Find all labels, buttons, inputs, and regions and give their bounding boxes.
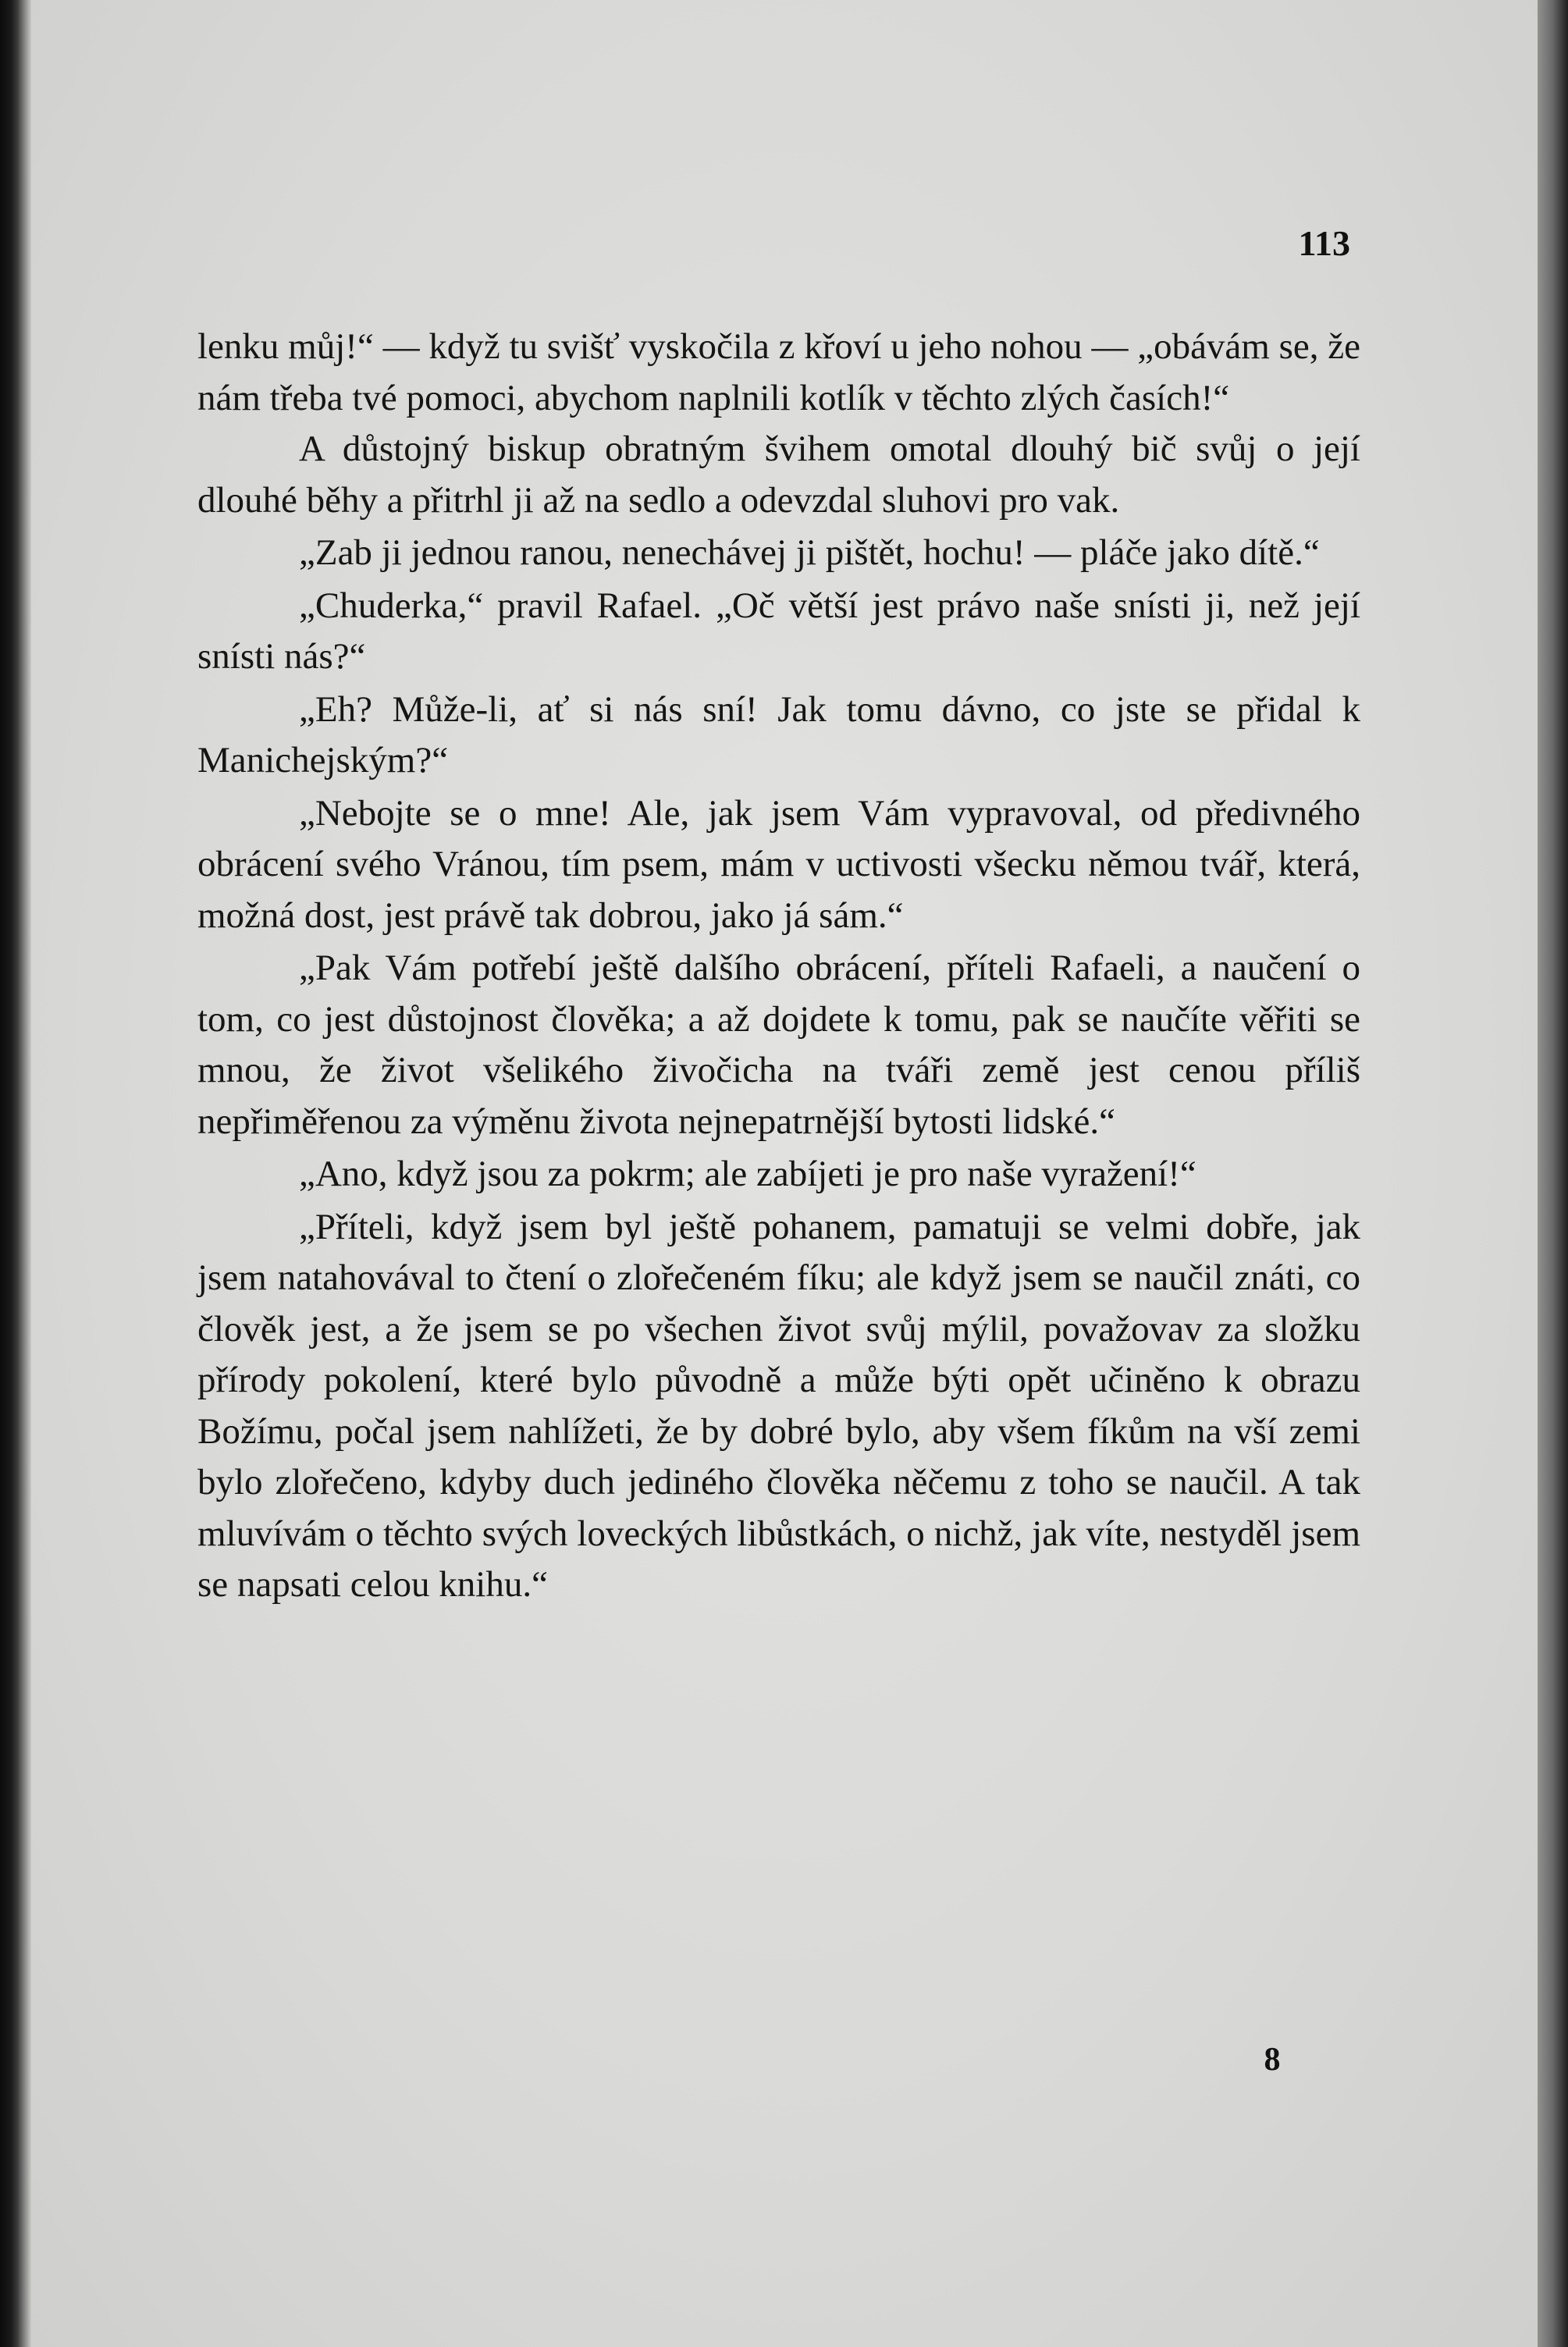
body-text <box>197 322 1360 1611</box>
paragraph: „Nebojte se o mne! Ale, jak jsem Vám vypravoval, od předivného obrácení svého Vránou, tím psem, mám v uctivosti všecku němou tvář, která, možná dost, jest právě tak dobrou, jako já sám.“ <box>197 792 1360 936</box>
book-page <box>31 0 1538 2347</box>
page-number: 113 <box>1298 223 1350 263</box>
paragraph: lenku můj!“ — když tu svišť vyskočila z křoví u jeho nohou — „obávám se, že nám třeba tvé pomoci, abychom naplnili kotlík v těchto zlých časích!“ <box>197 326 1360 418</box>
signature-mark: 8 <box>1264 2042 1281 2078</box>
paragraph: A důstojný biskup obratným švihem omotal dlouhý bič svůj o její dlouhé běhy a přitrhl ji až na sedlo a odevzdal sluhovi pro vak. <box>197 429 1360 521</box>
paragraph: „Příteli, když jsem byl ještě pohanem, pamatuji se velmi dobře, jak jsem natahovával to čtení o zlořečeném fíku; ale když jsem se naučil znáti, co člověk jest, a že jsem se po všechen život svůj mýlil, považovav za složku přírody pokolení, které bylo původně a může býti opět učiněno k obrazu Božímu, počal jsem nahlížeti, že by dobré bylo, aby všem fíkům na vší zemi bylo zlořečeno, kdyby duch jediného člověka něčemu z toho se naučil. A tak mluvívám o těchto svých loveckých libůstkách, o nichž, jak víte, nestyděl jsem se napsati celou knihu.“ <box>197 1206 1360 1605</box>
paragraph: „Ano, když jsou za pokrm; ale zabíjeti je pro naše vyražení!“ <box>299 1154 1196 1194</box>
paragraph: „Chuderka,“ pravil Rafael. „Oč větší jest právo naše snísti ji, než její snísti nás?“ <box>197 585 1360 677</box>
paragraph: „Zab ji jednou ranou, nenechávej ji pištět, hochu! — pláče jako dítě.“ <box>299 532 1320 573</box>
paragraph: „Eh? Může-li, ať si nás sní! Jak tomu dávno, co jste se přidal k Manichejským?“ <box>197 688 1360 781</box>
paragraph: „Pak Vám potřebí ještě dalšího obrácení, příteli Rafaeli, a naučení o tom, co jest důstojnost člověka; a až dojdete k tomu, pak se naučíte věřiti se mnou, že život všelikého živočicha na tváři země jest cenou příliš nepřiměřenou za výměnu života nejnepatrnější bytosti lidské.“ <box>197 948 1360 1142</box>
